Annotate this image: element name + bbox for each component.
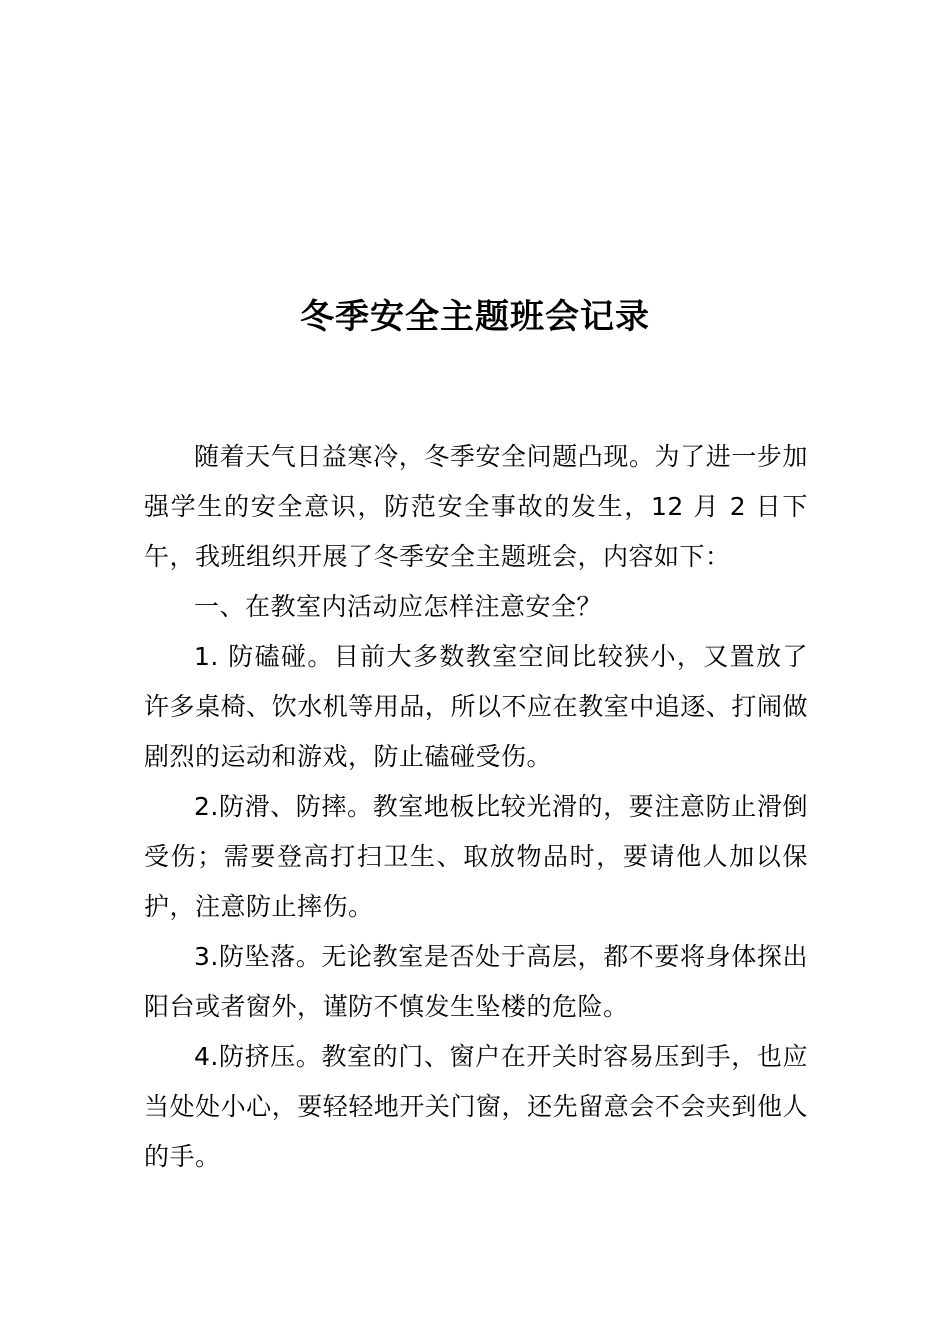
list-item-2: 2.防滑、防摔。教室地板比较光滑的，要注意防止滑倒受伤；需要登高打扫卫生、取放物品时，要请他人加以保护，注意防止摔伤。 (144, 792, 808, 921)
list-item-3: 3.防坠落。无论教室是否处于高层，都不要将身体探出阳台或者窗外，谨防不慎发生坠楼的危险。 (144, 942, 808, 1021)
section-heading: 一、在教室内活动应怎样注意安全？ (194, 592, 603, 621)
document-body (144, 432, 808, 1182)
list-item-4: 4.防挤压。教室的门、窗户在开关时容易压到手，也应当处处小心，要轻轻地开关门窗，还先留意会不会夹到他人的手。 (144, 1042, 808, 1171)
document-title: 冬季安全主题班会记录 (300, 297, 650, 337)
intro-paragraph: 随着天气日益寒冷，冬季安全问题凸现。为了进一步加强学生的安全意识，防范安全事故的发生，12 月 2 日下午，我班组织开展了冬季安全主题班会，内容如下： (144, 442, 808, 571)
list-item-1: 1. 防磕碰。目前大多数教室空间比较狭小，又置放了许多桌椅、饮水机等用品，所以不应在教室中追逐、打闹做剧烈的运动和游戏，防止磕碰受伤。 (144, 642, 808, 771)
